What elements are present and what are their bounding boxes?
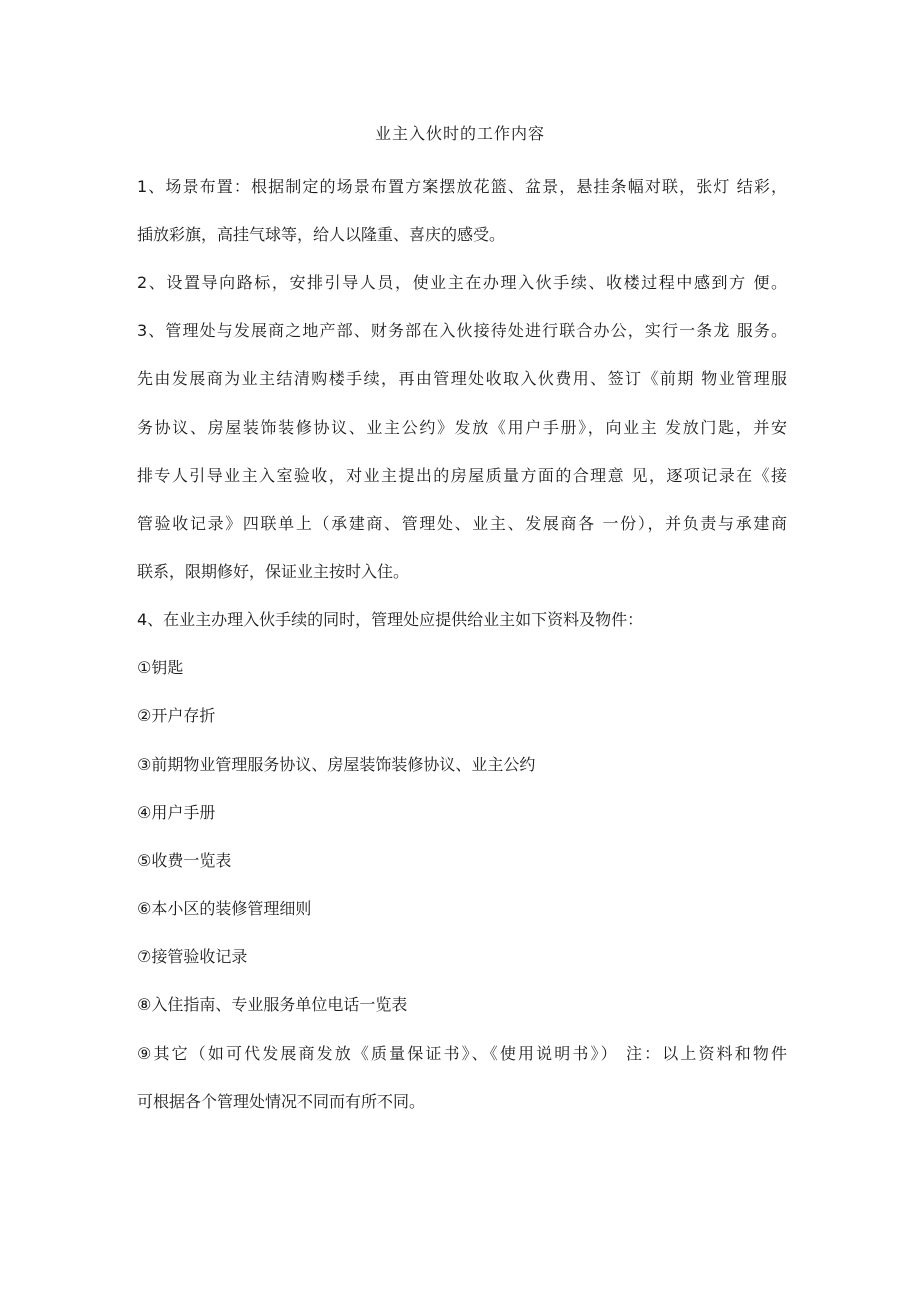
paragraph-line-2: 插放彩旗，高挂气球等，给人以隆重、喜庆的感受。	[137, 225, 506, 244]
list-item-9: ⑨其它（如可代发展商发放《质量保证书》、《使用说明书》） 注：以上资料和物件	[137, 1044, 787, 1063]
paragraph-line-4: 3、管理处与发展商之地产部、财务部在入伙接待处进行联合办公，实行一条龙 服务。	[137, 321, 787, 340]
paragraph-line-9: 联系，限期修好，保证业主按时入住。	[137, 562, 410, 581]
paragraph-line-6: 务协议、房屋装饰装修协议、业主公约》发放《用户手册》，向业主 发放门匙，并安	[137, 418, 787, 437]
paragraph-line-10: 4、在业主办理入伙手续的同时，管理处应提供给业主如下资料及物件：	[137, 610, 644, 629]
list-item-3: ③前期物业管理服务协议、房屋装饰装修协议、业主公约	[137, 755, 536, 774]
note-line: 可根据各个管理处情况不同而有所不同。	[137, 1092, 426, 1111]
paragraph-line-7: 排专人引导业主入室验收，对业主提出的房屋质量方面的合理意 见，逐项记录在《接	[137, 466, 787, 485]
paragraph-line-8: 管验收记录》四联单上（承建商、管理处、业主、发展商各 一份），并负责与承建商	[137, 514, 787, 533]
document-title: 业主入伙时的工作内容	[374, 124, 545, 143]
list-item-4: ④用户手册	[137, 803, 216, 822]
list-item-2: ②开户存折	[137, 706, 216, 725]
paragraph-line-3: 2、设置导向路标，安排引导人员，使业主在办理入伙手续、收楼过程中感到方 便。	[137, 273, 787, 292]
list-item-7: ⑦接管验收记录	[137, 947, 248, 966]
list-item-8: ⑧入住指南、专业服务单位电话一览表	[137, 995, 408, 1014]
list-item-1: ①钥匙	[137, 658, 184, 677]
list-item-5: ⑤收费一览表	[137, 851, 232, 870]
paragraph-line-5: 先由发展商为业主结清购楼手续，再由管理处收取入伙费用、签订《前期 物业管理服	[137, 369, 787, 388]
paragraph-line-1: 1、场景布置：根据制定的场景布置方案摆放花篮、盆景，悬挂条幅对联，张灯 结彩，	[137, 177, 787, 196]
list-item-6: ⑥本小区的装修管理细则	[137, 899, 312, 918]
